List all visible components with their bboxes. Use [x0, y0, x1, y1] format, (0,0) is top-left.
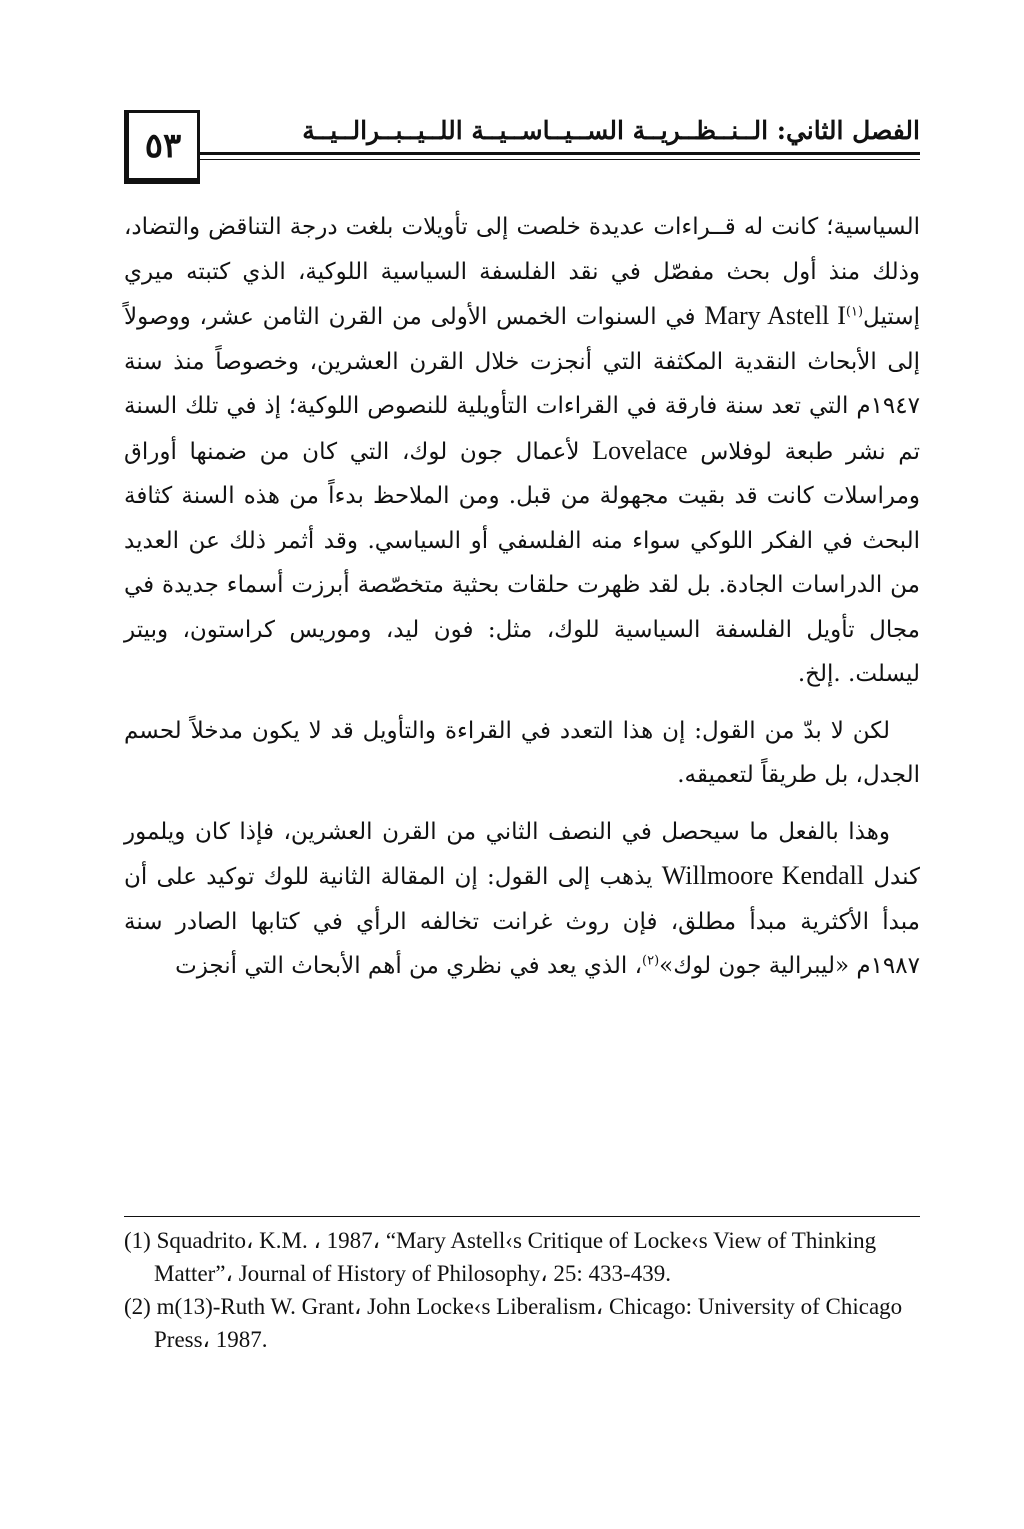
body-text [124, 205, 920, 989]
latin-name-willmoore-kendall: Willmoore Kendall [661, 861, 865, 890]
header-rule-thin [200, 159, 920, 160]
footnote-ref-2: (٢) [642, 953, 660, 969]
latin-name-mary-astell: Mary Astell I [704, 301, 846, 330]
header-rule-thick [200, 152, 920, 155]
paragraph-1-text-c: لأعمال جون لوك، التي كان من ضمنها أوراق ومراسلات كانت قد بقيت مجهولة من قبل. ومن الملاحظ بدءاً من هذه السنة كثافة البحث في الفكر اللوكي سواء منه الفلسفي أو السياسي. وقد أثمر ذلك عن العديد من الدراسات الجادة. بل لقد ظهرت حلقات بحثية متخصّصة أبرزت أسماء جديدة في مجال تأويل الفلسفة السياسية للوك، مثل: فون ليد، وموريس كراستون، وبيتر ليسلت. .إلخ. [124, 438, 920, 687]
paragraph-3-text-c: ، الذي يعد في نظري من أهم الأبحاث التي أنجزت [175, 953, 643, 979]
paragraph-1-text-a: السياسية؛ كانت له قــراءات عديدة خلصت إلى تأويلات بلغت درجة التناقض والتضاد، وذلك منذ أول بحث مفصّل في نقد الفلسفة السياسية اللوكية، الذي كتبته ميري إستيل [124, 214, 920, 330]
footnote-ref-1: (١) [845, 304, 864, 320]
latin-name-lovelace: Lovelace [592, 435, 688, 465]
paragraph-3-text-a: وهذا بالفعل ما سيحصل في النصف الثاني من القرن العشرين، فإذا كان ويلمور كندل [124, 818, 920, 890]
chapter-title: الفصل الثاني: الــنــظــريــة الســيــاســيــة اللــيــبــرالــيــة [302, 116, 920, 145]
footnotes [124, 1224, 924, 1356]
paragraph-1 [124, 205, 920, 697]
footnote-1: (1) Squadrito، K.M. ، 1987، “Mary Astell‹s Critique of Locke‹s View of Thinking Matter”، Journal of History of Philosophy، 25: 433-439. [124, 1228, 877, 1286]
paragraph-2: لكن لا بدّ من القول: إن هذا التعدد في القراءة والتأويل قد لا يكون مدخلاً لحسم الجدل، بل طريقاً لتعميقه. [124, 717, 920, 788]
page-number: ٥٣ [124, 110, 200, 184]
footnote-separator [124, 1216, 920, 1217]
page-header [124, 102, 920, 186]
paragraph-3-text-b: يذهب إلى القول: إن المقالة الثانية للوك توكيد على أن مبدأ الأكثرية مبدأ مطلق، فإن روث غرانت تخالفه الرأي في كتابها الصادر سنة ١٩٨٧م «ليبرالية جون لوك» [124, 864, 920, 979]
paragraph-1-text-b: في السنوات الخمس الأولى من القرن الثامن عشر، ووصولاً إلى الأبحاث النقدية المكثفة التي أنجزت خلال القرن العشرين، وخصوصاً منذ سنة ١٩٤٧م التي تعد سنة فارقة في القراءات التأويلية للنصوص اللوكية؛ إذ في تلك السنة تم نشر طبعة لوفلاس [124, 304, 921, 465]
footnote-2: (2) m(13)-Ruth W. Grant، John Locke‹s Liberalism، Chicago: University of Chicago Press، 1987. [124, 1294, 903, 1352]
paragraph-3 [124, 810, 920, 989]
